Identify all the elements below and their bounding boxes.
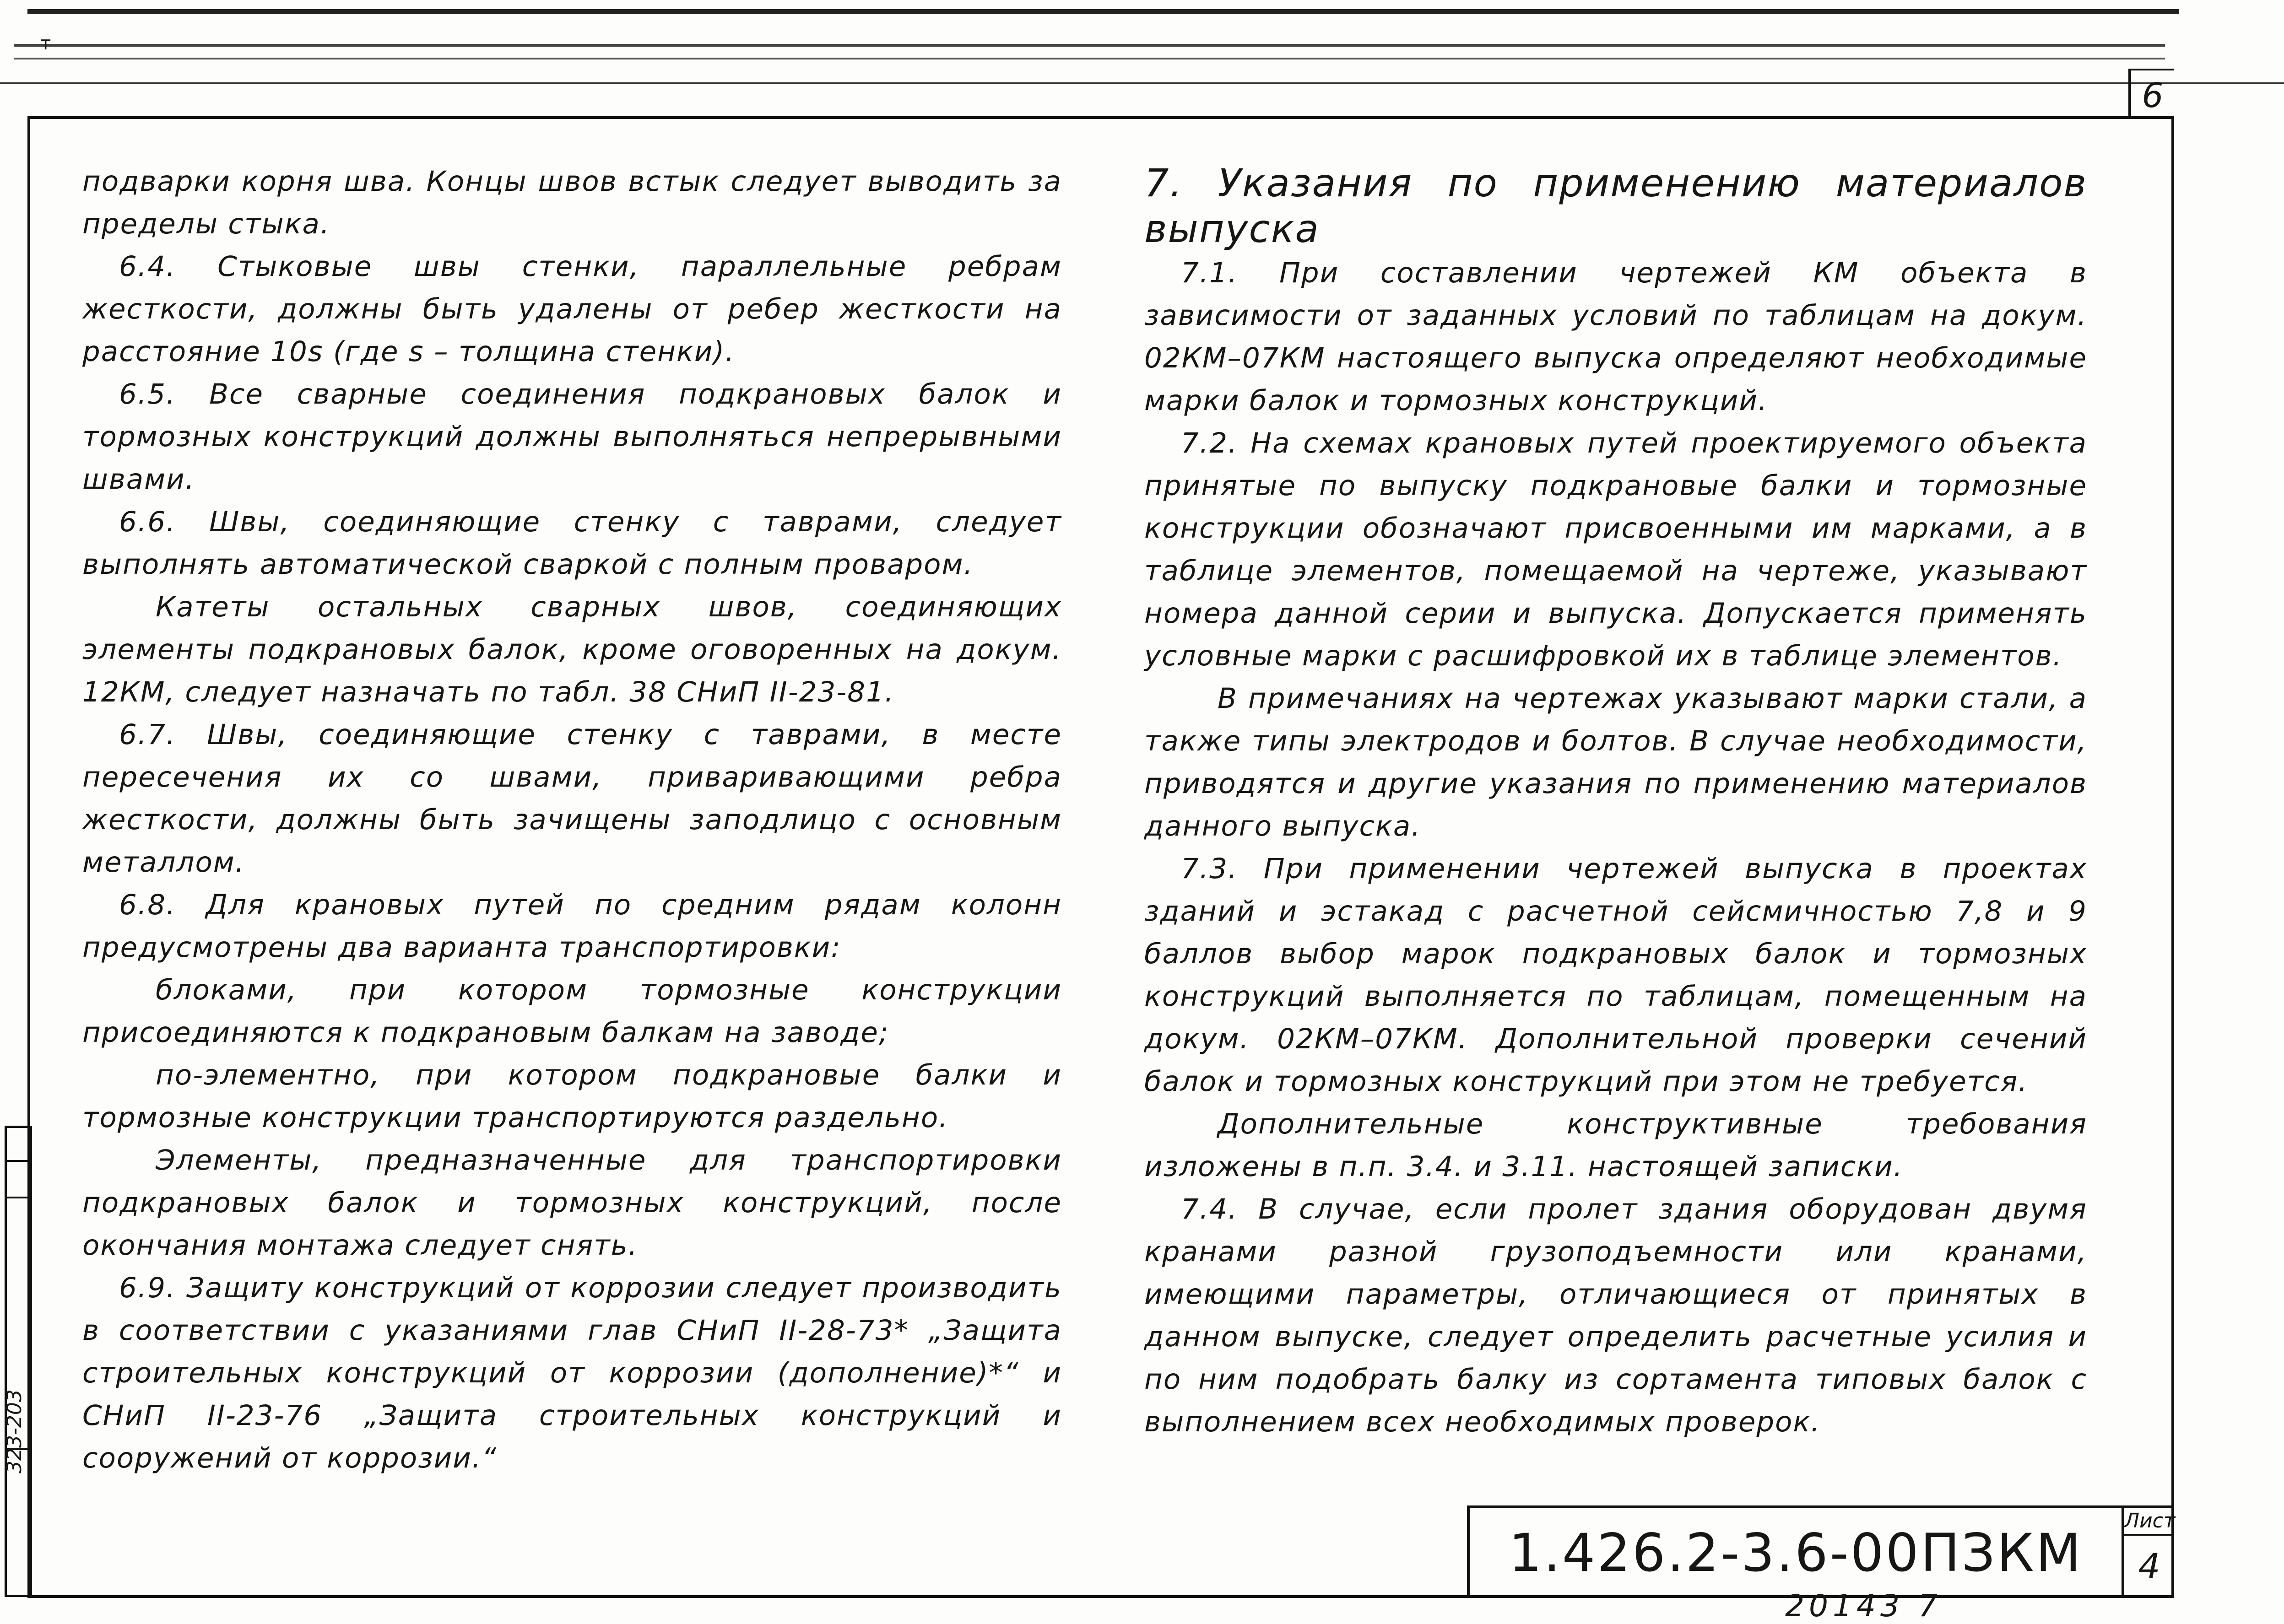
paragraph: подварки корня шва. Концы швов встык следует выводить за пределы стыка. <box>82 165 1062 240</box>
sheet-number: 4 <box>2138 1546 2160 1586</box>
scan-top-strip <box>0 0 2284 84</box>
clause-7-2: 7.2. На схемах крановых путей проектируемого объекта принятые по выпуску подкрановые балки и тормозные конструкции обозначают присвоенными им марками, а в таблице элементов, помещаемой на чертеже, указывают номера данной серии и выпуска. Допускается применять условные марки с расшифровкой их в таблице элементов. <box>1144 427 2087 672</box>
clause-7-4: 7.4. В случае, если пролет здания оборудован двумя кранами разной грузоподъемности или кранами, имеющими параметры, отличающиеся от принятых в данном выпуске, следует определить расчетные усилия и по ним подобрать балку из сортамента типовых балок с выполнением всех необходимых проверок. <box>1144 1193 2087 1438</box>
top-rule <box>14 44 2165 47</box>
clause-7-3: 7.3. При применении чертежей выпуска в проектах зданий и эстакад с расчетной сейсмичностью 7,8 и 9 баллов выбор марок подкрановых балок и тормозных конструкций выполняется по таблицам, помещенным на докум. 02КМ–07КМ. Дополнительной проверки сечений балок и тормозных конструкций при этом не требуется. <box>1144 852 2087 1098</box>
paragraph: В примечаниях на чертежах указывают марки стали, а также типы электродов и болтов. В случае необходимости, приводятся и другие указания по применению материалов данного выпуска. <box>1144 682 2087 842</box>
paragraph: Катеты остальных сварных швов, соединяющих элементы подкрановых балок, кроме оговоренных на докум. 12КМ, следует назначать по табл. 38 СНиП II-23-81. <box>82 591 1062 708</box>
binding-divider <box>7 1197 30 1198</box>
clause-6-7: 6.7. Швы, соединяющие стенку с таврами, в месте пересечения их со швами, приваривающими ребра жесткости, должны быть зачищены заподлицо с основным металлом. <box>82 718 1062 879</box>
sheet-label: Лист <box>2124 1508 2174 1536</box>
paragraph: блоками, при котором тормозные конструкции присоединяются к подкрановым балкам на заводе; <box>82 974 1062 1049</box>
right-column <box>1144 160 2087 1443</box>
bottom-code: 20143 7 <box>1785 1588 1942 1624</box>
paragraph: Дополнительные конструктивные требования изложены в п.п. 3.4. и 3.11. настоящей записки. <box>1144 1108 2087 1183</box>
paragraph: по-элементно, при котором подкрановые балки и тормозные конструкции транспортируются раздельно. <box>82 1059 1062 1134</box>
document-designation: 1.426.2-3.6-00ПЗКМ <box>1467 1505 2122 1598</box>
left-column <box>82 160 1062 1479</box>
clause-6-9: 6.9. Защиту конструкций от коррозии следует производить в соответствии с указаниями глав СНиП II-28-73* „Защита строительных конструкций от коррозии (дополнение)*“ и СНиП II-23-76 „Защита строительных конструкций и сооружений от коррозии.“ <box>82 1272 1062 1474</box>
top-rule <box>14 58 2165 59</box>
paragraph: Элементы, предназначенные для транспортировки подкрановых балок и тормозных конструкций, после окончания монтажа следует снять. <box>82 1144 1062 1262</box>
binding-divider <box>7 1160 30 1162</box>
top-rule <box>27 9 2179 14</box>
binding-number: 323-203 <box>3 1389 26 1473</box>
clause-6-4: 6.4. Стыковые швы стенки, параллельные ребрам жесткости, должны быть удалены от ребер жесткости на расстояние 10s (где s – толщина стенки). <box>82 250 1062 368</box>
clause-6-8: 6.8. Для крановых путей по средним рядам колонн предусмотрены два варианта транспортировки: <box>82 889 1062 964</box>
sheet-top-number: 6 <box>2128 69 2174 119</box>
clause-7-1: 7.1. При составлении чертежей КМ объекта в зависимости от заданных условий по таблицам на докум. 02КМ–07КМ настоящего выпуска определяют необходимые марки балок и тормозных конструкций. <box>1144 257 2087 417</box>
clause-6-6: 6.6. Швы, соединяющие стенку с таврами, следует выполнять автоматической сваркой с полным проваром. <box>82 506 1062 581</box>
corner-mark: т <box>40 33 51 54</box>
section-heading: 7. Указания по применению материалов выпуска <box>1144 161 2087 251</box>
sheet-cell <box>2122 1505 2174 1598</box>
clause-6-5: 6.5. Все сварные соединения подкрановых балок и тормозных конструкций должны выполняться непрерывными швами. <box>82 378 1062 496</box>
